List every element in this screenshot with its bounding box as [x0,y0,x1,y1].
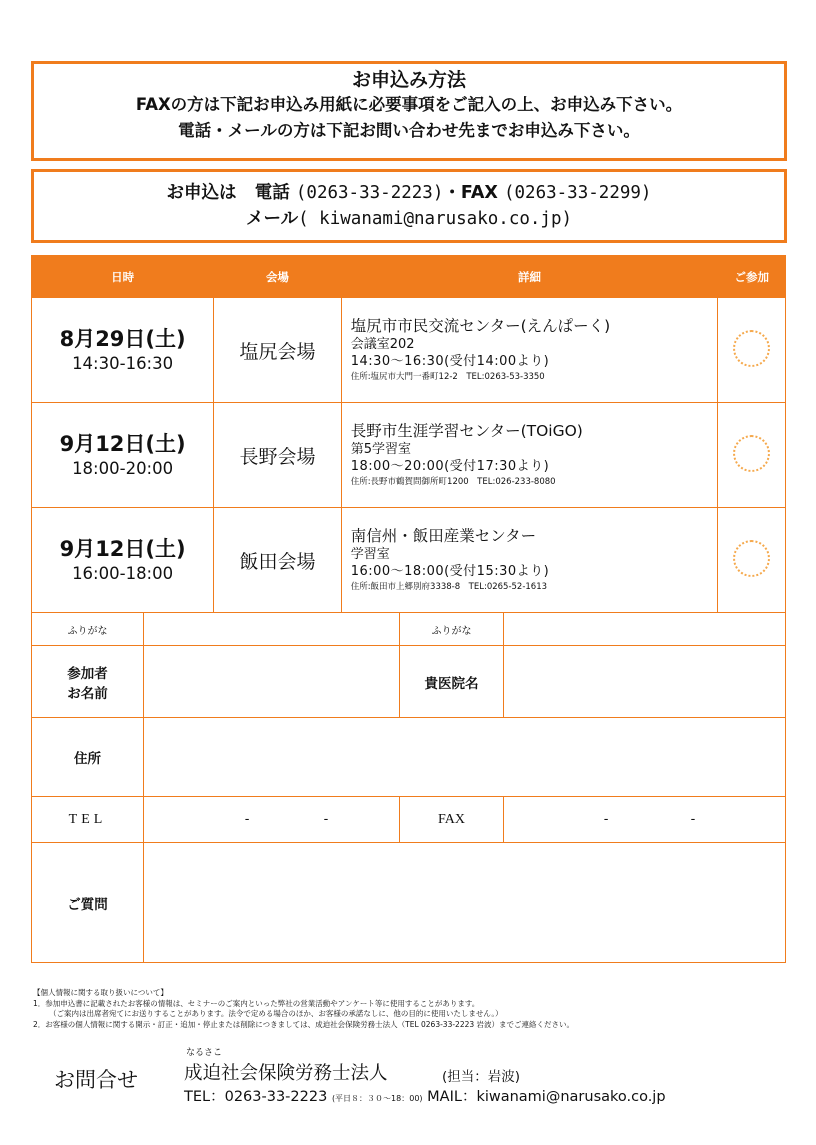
header-datetime: 日時 [32,256,214,298]
event-venue: 塩尻会場 [214,298,341,403]
attend-cell[interactable] [718,508,786,613]
mail-address[interactable]: ( kiwanami@narusako.co.jp) [298,209,573,229]
question-label: ご質問 [32,843,144,963]
tel-fax-row [32,797,786,843]
attend-circle-icon[interactable] [733,330,770,367]
participant-name-label [32,646,144,718]
events-header-row [32,256,786,298]
event-venue: 長野会場 [214,403,341,508]
privacy-notes [33,988,574,1030]
header-attend: ご参加 [718,256,786,298]
address-row [32,718,786,797]
room-name: 第5学習室 [350,442,411,457]
fax-dash: - [690,812,696,827]
furigana-row [32,613,786,646]
contact-tel[interactable]: TEL：0263-33-2223 [184,1089,328,1105]
event-datetime [32,298,214,403]
venue-name: 塩尻市市民交流センター(えんぱーく) [350,317,611,335]
fax-label: ・FAX [443,183,498,203]
apply-contact-line1 [34,180,784,206]
event-time: 16:00-18:00 [72,564,174,583]
schedule: 18:00～20:00(受付17:30より) [350,459,550,474]
contact-mail[interactable]: MAIL：kiwanami@narusako.co.jp [427,1089,666,1105]
event-venue: 飯田会場 [214,508,341,613]
tel-input[interactable] [144,797,400,843]
application-form [31,612,786,963]
furigana-label: ふりがな [32,613,144,646]
header-venue: 会場 [214,256,341,298]
events-table [31,255,786,613]
furigana-name-input[interactable] [144,613,400,646]
how-to-apply-box [31,61,787,161]
name-row [32,646,786,718]
fax-label: FAX [400,797,504,843]
how-to-apply-line1: FAXの方は下記お申込み用紙に必要事項をご記入の上、お申込み下さい。 [135,95,683,114]
company-name: 成迫社会保険労務士法人 [184,1063,388,1084]
question-row [32,843,786,963]
schedule: 14:30～16:30(受付14:00より) [350,354,550,369]
contact-tel-mail [184,1085,666,1106]
contact-label: お問合せ [54,1068,138,1092]
name-label: お名前 [67,685,108,702]
how-to-apply-line2: 電話・メールの方は下記お問い合わせ先までお申込み下さい。 [178,121,640,140]
tel-dash: - [323,812,329,827]
company-ruby: なるさこ [186,1048,223,1058]
contact-person: (担当：岩波) [442,1069,521,1085]
room-name: 学習室 [350,547,390,562]
apply-contact-line2 [34,206,784,232]
room-name: 会議室202 [350,337,415,352]
venue-name: 南信州・飯田産業センター [350,527,537,545]
event-datetime [32,508,214,613]
apply-contact-box [31,169,787,243]
notes-title: 【個人情報に関する取り扱いについて】 [33,988,168,997]
question-input[interactable] [144,843,786,963]
attend-circle-icon[interactable] [733,435,770,472]
how-to-apply-title: お申込み方法 [351,69,466,91]
event-time: 18:00-20:00 [72,459,174,478]
clinic-name-input[interactable] [504,646,786,718]
tel-label: TEL [32,797,144,843]
venue-address: 住所:飯田市上郷別府3338-8 TEL:0265-52-1613 [350,582,548,592]
fax-dash: - [603,812,609,827]
notes-item2: 2．お客様の個人情報に関する開示・訂正・追加・停止または削除につきましては、成迫社会保険労務士法人（TEL 0263-33-2223 岩波）までご連絡ください。 [33,1019,575,1029]
event-detail [341,508,718,613]
event-row [32,298,786,403]
fax-input[interactable] [504,797,786,843]
header-detail: 詳細 [341,256,718,298]
venue-address: 住所:長野市鶴賀問御所町1200 TEL:026-233-8080 [350,477,556,487]
attend-cell[interactable] [718,298,786,403]
fax-number[interactable]: (0263-33-2299) [503,183,652,203]
notes-item1b: （ご案内は出席者宛てにお送りすることがあります。法令で定める場合のほか、お客様の承諾なしに、他の目的に使用いたしません。） [49,1009,503,1018]
event-detail [341,403,718,508]
participant-name-input[interactable] [144,646,400,718]
attend-cell[interactable] [718,403,786,508]
event-row [32,403,786,508]
venue-address: 住所:塩尻市大門一番町12-2 TEL:0263-53-3350 [350,372,545,382]
phone-number[interactable]: (0263-33-2223) [295,183,444,203]
phone-label: 電話 [254,183,290,203]
clinic-name-label: 貴医院名 [400,646,504,718]
event-date: 9月12日(土) [59,537,186,561]
notes-item1: 1．参加申込書に記載されたお客様の情報は、セミナーのご案内といった弊社の営業活動やアンケート等に使用することがあります。 [33,998,480,1008]
furigana-label: ふりがな [400,613,504,646]
mail-label: メール [245,209,299,229]
apply-prefix: お申込は [166,183,237,203]
event-date: 8月29日(土) [59,327,186,351]
event-detail [341,298,718,403]
event-datetime [32,403,214,508]
attend-circle-icon[interactable] [733,540,770,577]
participant-label: 参加者 [67,665,108,682]
contact-hours: (平日８：３０～18：00) [331,1094,423,1103]
schedule: 16:00～18:00(受付15:30より) [350,564,550,579]
event-row [32,508,786,613]
venue-name: 長野市生涯学習センター(TOiGO) [350,422,583,440]
event-time: 14:30-16:30 [72,354,174,373]
event-date: 9月12日(土) [59,432,186,456]
tel-dash: - [244,812,250,827]
address-input[interactable] [144,718,786,797]
address-label: 住所 [32,718,144,797]
furigana-clinic-input[interactable] [504,613,786,646]
